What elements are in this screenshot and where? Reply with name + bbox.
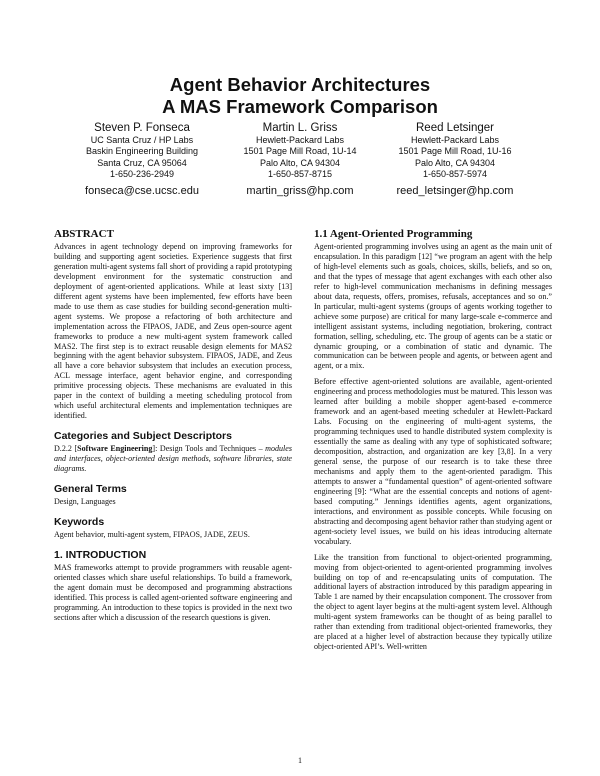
author-email: fonseca@cse.ucsc.edu (85, 185, 199, 198)
paper-title-line-1: Agent Behavior Architectures (169, 74, 431, 95)
right-column (314, 228, 552, 652)
author-email: martin_griss@hp.com (246, 185, 354, 198)
author-phone: 1-650-857-5974 (422, 168, 488, 179)
categories-italic: modules and interfaces, object-oriented design methods, software libraries, state diagrams. (54, 444, 292, 474)
author-affiliation: UC Santa Cruz / HP Labs (90, 135, 194, 145)
author-city: Palo Alto, CA 94304 (414, 157, 496, 168)
author-city: Santa Cruz, CA 95064 (97, 157, 187, 168)
categories-bold: Software Engineering (77, 444, 153, 454)
paper-title-line-2: A MAS Framework Comparison (162, 96, 438, 117)
section-1-1-paragraph-3: Like the transition from functional to object-oriented programming, moving from object-oriented to agent-oriented programming involves building on top of and re-encapsulating units of computation. The additional layers of abstraction introduced by this paradigm appearing in Table 1 are named by their encapsulation component. The crossover from the object to agent layer begins at the multi-agent system level. Although multi-agent system frameworks can be thought of as being parallel to rather than extending from traditional object-oriented frameworks, they are placed at a higher level of abstraction because they typically utilize object-oriented API’s. Well-written (314, 552, 552, 652)
author-email: reed_letsinger@hp.com (396, 185, 514, 198)
page-number: 1 (298, 756, 302, 765)
keywords-text: Agent behavior, multi-agent system, FIPAOS, JADE, ZEUS. (54, 529, 250, 539)
author-affiliation: Hewlett-Packard Labs (255, 135, 345, 145)
author-block-letsinger (357, 121, 553, 198)
categories-rest: ]: Design Tools and Techniques – (152, 444, 266, 454)
section-1-1-heading: 1.1 Agent-Oriented Programming (314, 228, 473, 240)
author-address: 1501 Page Mill Road, 1U-14 (243, 146, 357, 157)
author-phone: 1-650-236-2949 (109, 168, 175, 179)
author-name: Reed Letsinger (416, 122, 494, 134)
categories-code: D.2.2 [ (54, 444, 78, 454)
author-affiliation: Hewlett-Packard Labs (410, 135, 500, 145)
general-terms-heading: General Terms (54, 483, 127, 496)
abstract-heading: ABSTRACT (54, 228, 114, 240)
author-name: Steven P. Fonseca (94, 122, 190, 134)
author-address: Baskin Engineering Building (85, 146, 199, 157)
author-address: 1501 Page Mill Road, 1U-16 (398, 146, 512, 157)
categories-heading: Categories and Subject Descriptors (54, 430, 232, 443)
author-city: Palo Alto, CA 94304 (259, 157, 341, 168)
section-1-1-paragraph-2: Before effective agent-oriented solutions are available, agent-oriented engineering and process methodologies must be matured. This lesson was learned after building a mobile shopper agent-based e-commerce framework and an agent-based meeting scheduler at Hewlett-Packard Labs. Focusing on the engineering of multi-agent systems, the programming techniques used to handle distributed system complexity is essentially the same as dealing with any type of sophisticated software; decomposition, abstraction, and organization are key [3,8]. In a very general sense, the purpose of our research is to take these three mechanisms and apply them to the agent-oriented paradigm. This attempts to answer a “fundamental question” of agent-oriented software engineering [9]: “What are the essential concepts and notions of agent-based computing.” Jennings identifies agents, agent organizations, interactions, and environment as possible concepts. While focusing on abstracting and decomposing agent behavior rather than studying agent or agent-society level issues, we build on his ideas introducing alternate vocabulary. (314, 377, 552, 546)
abstract-text: Advances in agent technology depend on improving frameworks for building and supporting agent societies. Experience suggests that first generation multi-agent systems fall short of providing a rapid prototyping development environment for the systematic construction and deployment of agent-oriented applications. While at least sixty [13] different agent systems have been implemented, few efforts have been made to use them as case studies for building second-generation multi-agent systems. We propose a refactoring of both architecture and implementation across the FIPAOS, JADE, and Zeus open-source agent frameworks to produce a new multi-agent system framework called MAS2. The first step is to extract reusable design elements for MAS2 beginning with the agent behavior subsystem. FIPAOS, JADE, and Zeus all have a core behavior subsystem that includes an execution process, ACL message interface, agent behavior engine, and corresponding primitive processing objects. These mechanisms are evaluated in this paper in the context of building a meeting scheduling protocol from which useful architectural elements and implementation techniques are identified. (54, 242, 292, 421)
keywords-heading: Keywords (54, 515, 105, 528)
section-1-1-paragraph-1: Agent-oriented programming involves using an agent as the main unit of encapsulation. In this paradigm [12] “we program an agent with the help of high-level elements such as goals, choices, skills, beliefs, and so on, and that the types of message that agent exchanges with each other also refer to high-level communication mechanisms in defining messages about data, requests, offers, promises, refusals, acceptances and so on.” In particular, multi-agent systems (groups of agents working together to achieve some purpose) are critical for many large-scale e-commerce and intelligent assistant systems, including negotiation, brokering, contract formation, selling, scheduling, etc. The group of agents can be a static or dynamic grouping, or a combination of static and dynamic. The communication can be between people and agents, or between agent and agent, or a mix. (314, 242, 552, 371)
author-name: Martin L. Griss (262, 122, 338, 134)
categories-text (54, 444, 292, 474)
left-column (54, 228, 292, 623)
author-phone: 1-650-857-8715 (267, 168, 333, 179)
general-terms-text: Design, Languages (54, 497, 116, 507)
introduction-heading: 1. INTRODUCTION (54, 548, 147, 561)
introduction-text: MAS frameworks attempt to provide programmers with reusable agent-oriented classes which share useful relationships. To build a framework, the agent domain must be decomposed and programming abstractions identified. This process is called agent-oriented software engineering and programming. An introduction to these topics is provided in the next two sections after which a discussion of the research questions is given. (54, 562, 292, 622)
